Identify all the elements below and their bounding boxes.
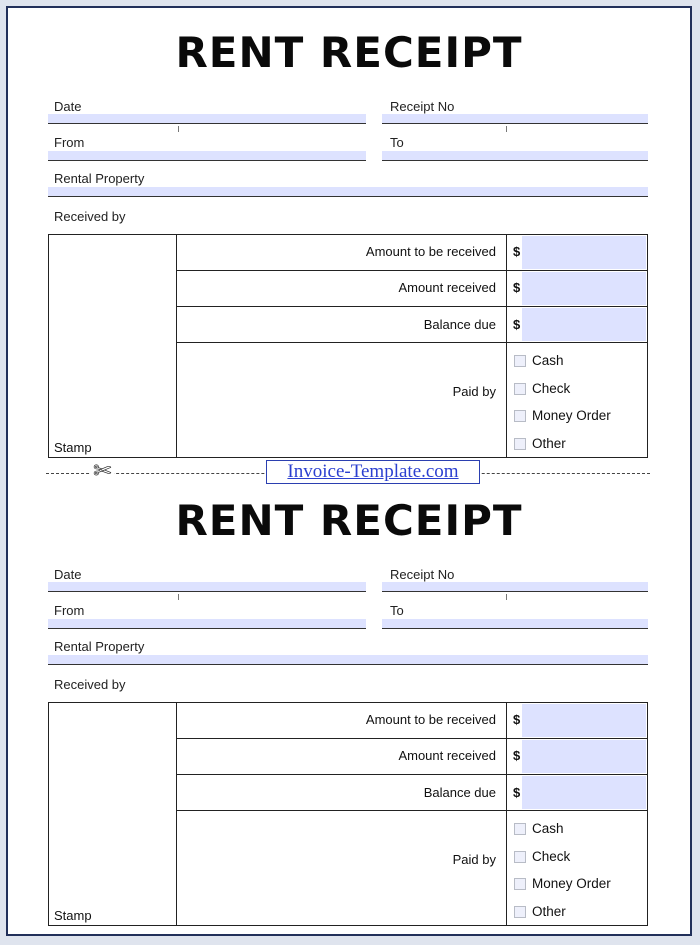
- from-field[interactable]: [48, 619, 366, 629]
- table-divider: [176, 702, 177, 926]
- table-divider: [506, 234, 507, 458]
- stamp-label: Stamp: [54, 440, 92, 455]
- rental-property-field[interactable]: [48, 655, 648, 665]
- balance-due-label: Balance due: [423, 785, 496, 800]
- amount-to-be-received-field[interactable]: [522, 704, 646, 737]
- checkbox[interactable]: [514, 878, 526, 890]
- option-label: Cash: [532, 353, 564, 368]
- option-label: Check: [532, 381, 571, 396]
- payment-option-check[interactable]: [514, 849, 570, 864]
- receipt-no-field[interactable]: [382, 582, 648, 592]
- brand-link[interactable]: Invoice-Template.com: [266, 460, 480, 484]
- payment-option-other[interactable]: [514, 904, 566, 919]
- amount-to-be-received-field[interactable]: [522, 236, 646, 269]
- amount-received-label: Amount received: [398, 280, 496, 295]
- table-divider: [176, 810, 648, 811]
- receipt-title: RENT RECEIPT: [175, 28, 523, 77]
- checkbox[interactable]: [514, 851, 526, 863]
- option-label: Money Order: [532, 876, 611, 891]
- field-divider: [178, 594, 179, 600]
- currency-symbol: $: [513, 317, 521, 332]
- rental-property-label: Rental Property: [54, 639, 145, 654]
- table-divider: [506, 702, 507, 926]
- option-label: Cash: [532, 821, 564, 836]
- currency-symbol: $: [513, 785, 521, 800]
- payment-option-other[interactable]: [514, 436, 566, 451]
- receipt-no-field[interactable]: [382, 114, 648, 124]
- receipt-bottom: [8, 476, 690, 936]
- balance-due-field[interactable]: [522, 776, 646, 809]
- date-label: Date: [54, 567, 82, 582]
- receipt-top: [8, 8, 690, 468]
- checkbox[interactable]: [514, 383, 526, 395]
- date-field[interactable]: [48, 582, 366, 592]
- amount-received-field[interactable]: [522, 740, 646, 773]
- balance-due-label: Balance due: [423, 317, 496, 332]
- payment-option-cash[interactable]: [514, 353, 564, 368]
- from-field[interactable]: [48, 151, 366, 161]
- currency-symbol: $: [513, 748, 521, 763]
- receipt-title: RENT RECEIPT: [175, 496, 523, 545]
- table-divider: [176, 270, 648, 271]
- to-field[interactable]: [382, 619, 648, 629]
- paid-by-label: Paid by: [452, 852, 496, 867]
- receipt-sheet: [6, 6, 692, 936]
- amount-received-label: Amount received: [398, 748, 496, 763]
- currency-symbol: $: [513, 712, 521, 727]
- scissors-icon: ✄: [90, 460, 114, 482]
- checkbox[interactable]: [514, 823, 526, 835]
- date-label: Date: [54, 99, 82, 114]
- to-label: To: [390, 135, 404, 150]
- option-label: Other: [532, 436, 566, 451]
- field-divider: [178, 126, 179, 132]
- rental-property-label: Rental Property: [54, 171, 145, 186]
- table-divider: [176, 738, 648, 739]
- checkbox[interactable]: [514, 438, 526, 450]
- option-label: Check: [532, 849, 571, 864]
- table-divider: [176, 342, 648, 343]
- receipt-no-label: Receipt No: [390, 99, 455, 114]
- payment-option-cash[interactable]: [514, 821, 564, 836]
- payment-option-money-order[interactable]: [514, 408, 611, 423]
- to-label: To: [390, 603, 404, 618]
- from-label: From: [54, 603, 85, 618]
- received-by-label: Received by: [54, 209, 126, 224]
- amount-to-be-received-label: Amount to be received: [365, 244, 496, 259]
- date-field[interactable]: [48, 114, 366, 124]
- to-field[interactable]: [382, 151, 648, 161]
- field-divider: [506, 594, 507, 600]
- option-label: Money Order: [532, 408, 611, 423]
- amount-received-field[interactable]: [522, 272, 646, 305]
- from-label: From: [54, 135, 85, 150]
- amount-to-be-received-label: Amount to be received: [365, 712, 496, 727]
- option-label: Other: [532, 904, 566, 919]
- payment-option-money-order[interactable]: [514, 876, 611, 891]
- rental-property-field[interactable]: [48, 187, 648, 197]
- table-divider: [176, 774, 648, 775]
- table-divider: [176, 306, 648, 307]
- checkbox[interactable]: [514, 410, 526, 422]
- checkbox[interactable]: [514, 906, 526, 918]
- payment-option-check[interactable]: [514, 381, 570, 396]
- currency-symbol: $: [513, 244, 521, 259]
- receipt-no-label: Receipt No: [390, 567, 455, 582]
- paid-by-label: Paid by: [452, 384, 496, 399]
- currency-symbol: $: [513, 280, 521, 295]
- field-divider: [506, 126, 507, 132]
- checkbox[interactable]: [514, 355, 526, 367]
- table-divider: [176, 234, 177, 458]
- stamp-label: Stamp: [54, 908, 92, 923]
- balance-due-field[interactable]: [522, 308, 646, 341]
- received-by-label: Received by: [54, 677, 126, 692]
